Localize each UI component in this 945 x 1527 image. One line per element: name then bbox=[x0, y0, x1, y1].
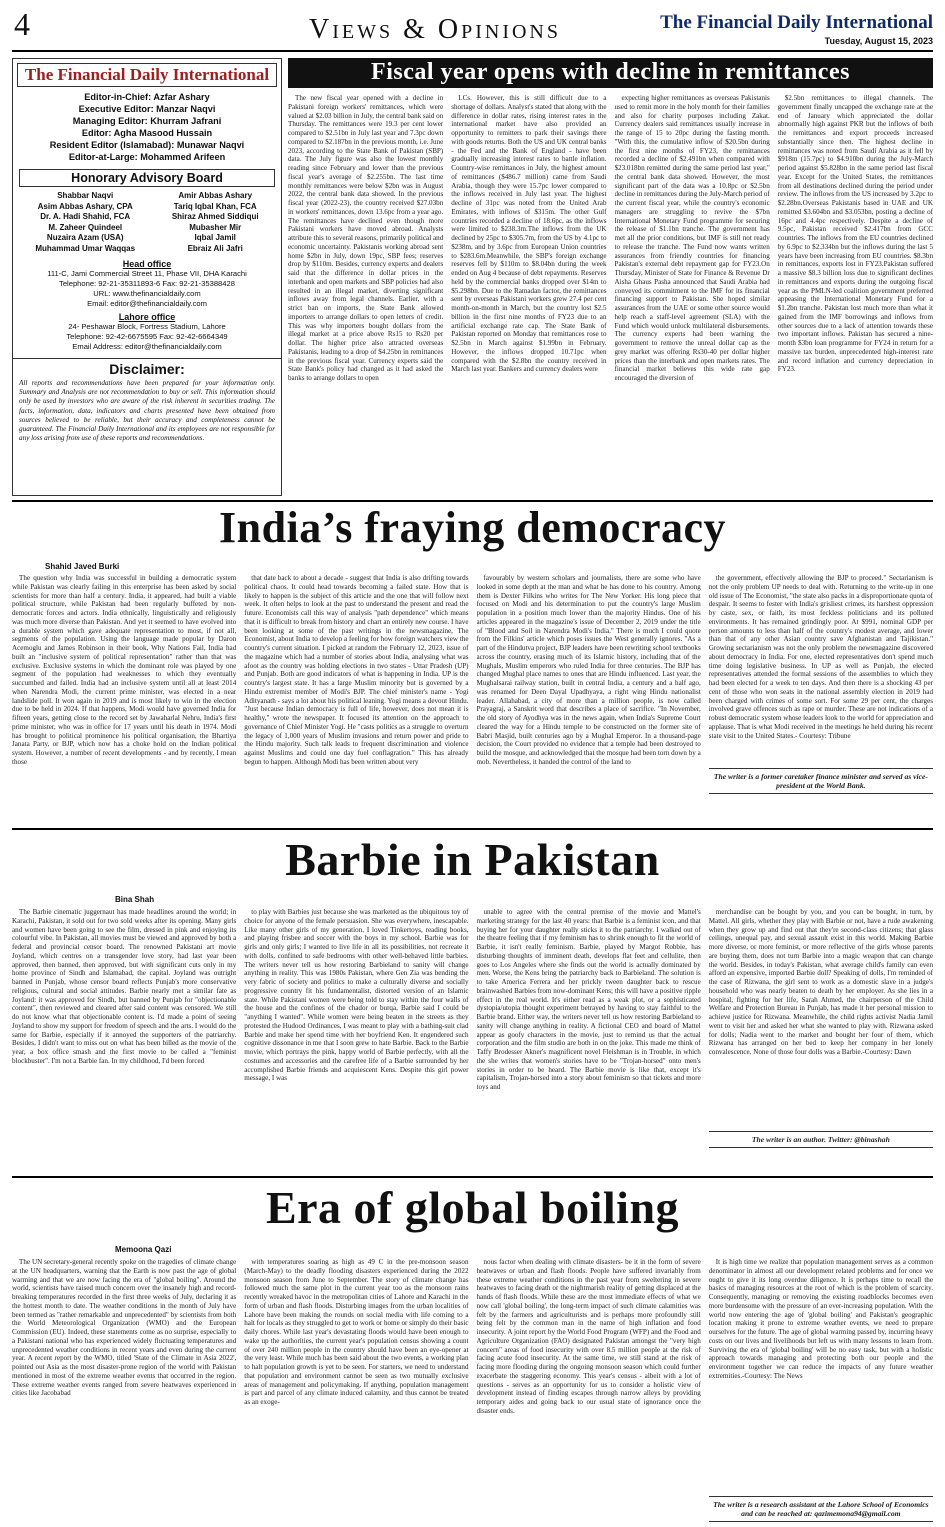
article-body bbox=[12, 1258, 933, 1522]
article-column bbox=[244, 1258, 468, 1522]
paper-name: The Financial Daily International bbox=[660, 12, 933, 33]
paragraph: The question why India was successful in building a democratic system while Pakistan was clearly failing in this enterprise has been asked by social scientists for more than half a century. India, it appeared, had built a viable political structure, while Pakistan had been regularly buffeted by non-democratic forces and actors. India ethnically, linguistically and religiously was much more diverse than Pakistan. And yet it seemed to have evolved into a durable system which gave adequate representation to most, if not all, segments of the population. Using the language made popular by Daron Acemoglu and James Robinson in their book, Why Nations Fail, India had built an "inclusive system of political representation" rather than that was exclusive. Exclusive systems in which the dominant role was played by one segment of the population had weaknesses to which they eventually succumbed and failed. India had an inclusive system until all at least 2014 when Narendra Modi, the current prime minister, was elected in a near landslide poll. It won again in 2019 and is most likely to win in the election due to be held in 2024. If that happens, Modi would have governed India for fifteen years, getting close to the record set by Jawaharlal Nehru, India's first prime minister, who was in office for 17 years until his death in 1974. Modi has brought to political prominence his political organisation, the Bhartiya Janata Party, or BJP, which now has a choke hold on the Indian political system. However, a number of recent developments - and by recently, I mean those bbox=[12, 574, 237, 766]
paragraph: LCs. However, this is still difficult due to a shortage of dollars. Analyst's stated that along with the difference in dollar rates, rising interest rates in the international market have also provided an opportunity to remitters to park their savings there with goods returns. Both the US and UK central banks - the Fed and the Bank of England - have been gradually increasing interest rates to battle inflation. Country-wise remittances in July, the highest amount of remittances ($486.7 million) came from Saudi Arabia, though they were 15.7pc lower compared to the inflows received in July last year. The highest decline of 31pc was noted from the United Arab Emirates, with inflows of $315m. The other Gulf countries recorded a decline of 18.6pc, as the inflows were limited to $238.3m.The inflows from the UK declined by 25pc to $305.7m, from the US by 4.1pc to $238m, and by 3.6pc from European Union countries to $283.6m.Meanwhile, the SBP's foreign exchange reserves fell by $110m to $8.04bn during the week ended on Aug 4 because of debt repayments. Reserves held by the commercial banks dropped over $14m to $5.298bn. Due to the Ramadan factor, the remittances sent by overseas Pakistani workers grew 27.4 per cent month-on-month in March, but the country lost $2.5 billion in the first nine months of FY23 due to an artificial exchange rate cap. The State Bank of Pakistan reported on Monday that remittances rose to $2.5bn in March against $1.99bn in February. However, the inflows dropped 10.71pc when compared with the $2.8bn the country received in March last year. Bankers and currency dealers were bbox=[451, 94, 607, 374]
board-member: Shiraz Ahmed Siddiqui bbox=[171, 212, 259, 221]
board-member: M. Zaheer Quindeel bbox=[48, 222, 123, 232]
issue-date: Tuesday, August 15, 2023 bbox=[824, 36, 933, 46]
paragraph: unable to agree with the central premise of the movie and Mattel's marketing strategy for the last 40 years: that Barbie is a feminist icon, and that buying her for your daughter really sticks it to the patriarchy. I walked out of the theatre feeling that if my feminism has to shrink enough to fit the world of Barbie, it isn't really feminism. Barbie, played by Margot Robbie, has disturbing thoughts of imminent death, develops flat feet and cellulite, then goes to Los Angeles where she finds out the world is actually dominated by men. Worse, the Kens bring the patriarchy back to Barbieland. The solution is to take America Ferrera and her prickly tween daughter back to rescue brainwashed Barbies from now-dominant Kens; this will have a positive ripple effect in the real world. It's either read as a weak plot, or a sophisticated dystopia/utopia thought experiment betrayed by having to stay faithful to the Barbie brand. Either way, the writers never tell us how restoring Barbieland to sanity will change anything in reality. A fictional CEO and board of Mattel appear as goofy characters in the movie, just to remind us that the actual corporation and the film studio are both in on the joke. This made me think of Taffy Brodesser Akner's magnificent novel Fleishman is in Trouble, in which the she writes that women's stories have to be "Trojan-horsed" onto men's stories in order to be heard. The Barbie movie is like that, except it's capitalism, Trojan-horsed into a story about feminism so that tickets and more toys and bbox=[476, 908, 701, 1091]
board-member: Dr. A. Hadi Shahid, FCA bbox=[40, 212, 131, 221]
article-column bbox=[244, 908, 468, 1148]
board-member: Asim Abbas Ashary, CPA bbox=[37, 201, 133, 211]
office-url[interactable]: URL: www.thefinancialdaily.com bbox=[93, 289, 201, 298]
office-email[interactable]: Email: editor@thefinancialdaily.com bbox=[87, 299, 207, 308]
office-line: Telephone: 92-21-35311893-6 Fax: 92-21-35388428 bbox=[59, 279, 235, 288]
editor-line: Editor-in-Chief: Azfar Ashary bbox=[84, 92, 210, 102]
paragraph: The new fiscal year opened with a decline in Pakistani foreign workers' remittances, which were valued at $2.03 billion in July, the central bank said on Thursday. The remittances were 19.3 per cent lower compared to $2.51bn in July last year and 7.3pc down compared to $2.187bn in the previous month, i.e. June 2023, according to the State Bank of Pakistan (SBP) data. The July figure was also the lowest monthly reading since February and lower than the previous fiscal year's average of $2.255bn. The last time monthly remittances were below $2bn was in August 2022, the central bank data showed. In the previous fiscal year (2022-23), the country received $27.03bn in workers' remittances, down 13.6pc from a year ago. The remittances have declined even though more Pakistani workers have moved abroad. Analysts attribute this to several reasons, primarily political and economic uncertainty. Pakistanis working abroad sent home $2bn in July, down 19pc, SBP fees; reserves drop by $110m. Besides, currency experts and dealers said that the difference in dollar prices in the interbank and open markets and SBP policies had also resulted in an illegal market, diverting significant inflows away from legal channels. Earlier, with a strict ban on imports, the State Bank allowed importers to arrange dollars to open letters of credit. This was why importers bought dollars from the illegal market at a price above Rs15 to Rs20 per dollar. The higher price also attracted overseas Pakistanis, leading to a drop of $4.25bn in remittances in the previous fiscal year. Currency experts said the State Bank's policy had changed as it had asked the banks to arrange dollars to open bbox=[288, 94, 444, 382]
author-note: The writer is an author. Twitter: @binashah bbox=[709, 1131, 933, 1148]
article-column bbox=[778, 94, 933, 496]
article-headline: Era of global boiling bbox=[265, 1182, 680, 1233]
lahore-office bbox=[19, 312, 275, 352]
paragraph: with temperatures soaring as high as 49 C in the pre-monsoon season (March-May) to the deadly flooding disasters experienced during the 2022 monsoon season from June to September. The story of climate change has followed much the same plot in the current year too as the monsoon rains recently wreaked havoc in the metropolitan cities of Lahore and Karachi in the form of urban and flash floods. Disturbing images from the urban localities of Lahore have been making the rounds on social media with life coming to a halt for locals as they struggled to get to work or home or simply do their basic daily chores. While last year's devastating floods would have been enough to wake up the authorities, the current year's population census showing a count of over 240 million people in the country should have been an eye-opener at the very least. While much has been said about the two events, a working plan to halt population growth is yet to be seen. For starters, we need to understand that population and environment cannot be seen as two mutually exclusive areas of management and policymaking. If anything, population management is part and parcel of any climate induced calamity, and thus cannot be treated as an exoge- bbox=[244, 1258, 469, 1406]
office-line: 24- Peshawar Block, Fortress Stadium, Lahore bbox=[68, 322, 226, 331]
board-member: Shabbar Naqvi bbox=[57, 191, 114, 200]
article-column bbox=[12, 574, 236, 794]
paragraph: favourably by western scholars and journalists, there are some who have looked in some depth at the man and what he has done to his country. Among them is Dexter Filkins who writes for The New Yorker. His long piece that focused on Modi and his determination to put the country's large Muslim population in a position much lower than the majority Hindus. One of his articles appeared in the magazine's issue of December 2, 2019 under the title of "Blood and Soil in Narendra Modi's India." There is much I could quote from the Filkins' article which poses issues the West generally ignores. "As a part of the Hindutva project, BJP leaders have been rewriting school textbooks across the country, erasing much of its Islamic history, including that of the Mughals, Muslim emperors who ruled India for three centuries. The BJP has changed Mughal place names to ones that are Hindu influenced. Last year, the Mughalsarai railway station, built in central India, a century and a half ago, was renamed for Deen Dayal Upadhyaya, a right wing Hindu nationalist leader. Allahabad, a city of more than a million people, is now called Prayagraj, a Sanskrit word that describes a place of sacrifice. "In November, the old story of Ayodhya was in the news again, when India's Supreme Court cleared the way for a Hindu temple to be constructed on the former site of Babri Masjid, built centuries ago by a Mughal Emperor. In a thousand-page decision, the Court provided no evidence that a temple had been destroyed to build the mosque, and acknowledged that the mosque had been torn down by a mob. Nevertheless, it handed the control of the land to bbox=[476, 574, 701, 766]
paragraph: nous factor when dealing with climate disasters- be it in the form of severe heatwaves or urban and flash floods. People have suffered invariably from these extreme weather conditions in the past year from sweltering in severe heatwaves to facing death or the nightmarish reality of getting displaced at the hands of flash floods. While these are the most immediate effects of what we now call 'global boiling', the long-term impact of such climate calamities was felt by the farmers and agriculturists and is perhaps more profoundly still being felt by the common man in the name of high inflation and food insecurity. A joint report by the World Food Program (WFP) and the Food and Agriculture Organization (FAO) designated Pakistan amongst the "very high concern" areas of food insecurity with over 8.5 million people at the risk of facing acute food insecurity. At the same time, we still stand at the risk of facing more flooding during the ongoing monsoon season which could further exacerbate the staggering economy. This year's census - albeit with a lot of questions - serves as an opportunity for us to consider a holistic view of development instead of finding escapes through narrow alleys by providing temporary aides and going back to our usual state of ignorance once the disaster ends. bbox=[476, 1258, 701, 1415]
article-column bbox=[477, 1258, 701, 1522]
section-title: Views & Opinions bbox=[309, 14, 561, 45]
editor-line: Resident Editor (Islamabad): Munawar Naqvi bbox=[49, 140, 245, 150]
byline: Shahid Javed Burki bbox=[45, 562, 120, 571]
article-column bbox=[477, 574, 701, 794]
page-number: 4 bbox=[14, 6, 30, 42]
disclaimer-title: Disclaimer: bbox=[13, 358, 281, 377]
head-office bbox=[19, 259, 275, 309]
article-column bbox=[615, 94, 770, 496]
article-column bbox=[709, 1258, 933, 1522]
section-divider bbox=[12, 828, 933, 830]
article-column bbox=[12, 1258, 236, 1522]
board-member: Muhammad Umar Waqqas bbox=[35, 243, 136, 253]
editors-list bbox=[13, 91, 281, 163]
article-column bbox=[288, 94, 443, 496]
masthead-box bbox=[12, 58, 282, 496]
article-headline: Barbie in Pakistan bbox=[285, 834, 660, 885]
paragraph: $2.5bn remittances to illegal channels. The government finally uncapped the exchange rate at the end of January which appreciated the dollar abnormally high against PKR but the inflows of both the remittances and export proceeds increased substantially since then. The highest decline in remittances was noted from Saudi Arabia as it fell by $918m (15.7pc) to $4.910bn during the July-March period against $5.828bn in the same period last fiscal year. Except for the United States, the remittances from all destinations declined during the period under review. The inflows from the US increased by 3.2pc to $2.28bn.Overseas Pakistanis based in UAE and UK remitted $3.604bn and $3.053bn, posting a decline of 16pc and 4.4pc respectively. Despite a decline of 9.5pc, Pakistan received $2.417bn from GCC countries. The inflows from the EU countries declined by 6.9pc to $2.334bn but the inflows during the last 5 years have been increasing from EU countries. $8.3bn in remittances, exports lost in FY23.Pakistan suffered a massive $8.3 billion loss due to significant declines in remittances and exports during the outgoing fiscal year as the PMLN-led coalition government preferred appeasing the International Monetary Fund for a $1.2bn tranche. Pakistan lost much more than what it gained from the IMF borrowings and inflows from other sources due to a lack of attention towards these two important inflows. Pakistan has secured a nine-month $3bn loan programme for FY24 in return for a massive tax burden, unprecedented high-interest rate and record inflation and currency depreciation in FY23. bbox=[777, 94, 933, 374]
paragraph: expecting higher remittances as overseas Pakistanis used to remit more in the holy month for their families and also for charity purposes including Zakat. Currency dealers said remittances usually increase in the range of 15 to 20pc during the fasting month. "With this, the cumulative inflow of $20.5bn during the first nine months of FY23, the remittances recorded a decline of $2.491bn when compared with $23.018bn remitted during the same period last year," the central bank data showed. However, the most significant part of the data was a 10.8pc or $2.5bn decline in remittances during the July-March period of the current fiscal year, while the country's economic managers are struggling to revive the $7bn International Monetary Fund programme for securing the release of $1.1bn tranche. The government has met all the prior conditions, but IMF is still not ready to release the tranche. The Fund now wants written assurances from friendly countries for financing Pakistan's external debt repayment gap for FY23.On Thursday, Minister of State for Finance & Revenue Dr Aisha Ghaus Pasha announced that Saudi Arabia had conveyed its commitment to the IMF for its financial financing support to Pakistan. She hoped similar assurances from the UAE or some other source would help reach a staff-level agreement (SLA) with the Fund which would unlock multilateral disbursements. The currency experts had been warning the government to remove the unreal dollar cap as the grey market was offering Rs30-40 per dollar higher prices than the interbank and open markets rates. The financial market believes this wide rate gap encouraged the diversion of bbox=[614, 94, 770, 382]
article-headline: Fiscal year opens with decline in remittances bbox=[288, 58, 933, 88]
masthead-title: The Financial Daily International bbox=[17, 63, 277, 87]
advisory-column-right bbox=[172, 191, 259, 254]
paragraph: The Barbie cinematic juggernaut has made headlines around the world; in Karachi, Pakistan, it sold out for two sold weeks after its opening. Many girls and women have been going to see the film, dressed in pink and enjoying its colourful vibe. In Pakistan, all movies must be viewed and approved by both a federal and provincial censor board. The renowned Pakistani art movie Joyland, which centres on a transgender love story, had last year been approved, then banned, then approved, but with significant cuts only in my home province of Sindh and Islamabad, the capital. Joyland was outright banned in Punjab, whose censor board reflects Punjab's more conservative religious, cultural and social attitudes. Barbie nearly met a similar fate as Joyland: it was approved for Sindh, but banned by Punjab for "objectionable content", then reviewed and cleared after said content was censored. We still do not know what that objectionable content is. I'd made a point of seeing Joyland to show my support for freedom of speech and the arts. I would do the same for Barbie, especially if it annoyed the supporters of the patriarchy. Besides, I didn't want to miss out on what has been billed as the movie of the year, a box office smash and the first movie to be called a "feminist blockbuster". I'm not a Barbie fan. In my childhood, I'd been forced bbox=[12, 908, 237, 1065]
editor-line: Managing Editor: Khurram Jafrani bbox=[72, 116, 222, 126]
paragraph: the government, effectively allowing the BJP to proceed." Sectarianism is not the only problem UP needs to deal with. Returning to the write-up in one old issue of The Economist, "the state also packs in a disproportionate quota of despair. It seems to fester with India's grisliest crimes, its harshest oppression by caste, sex, or faith, its most feckless politicians and its polluted environments. It has remained grindingly poor. At $991, nominal GDP per person amounts to less than half of the country's modest average, and lower than that of any other Asian country save Afghanistan and Tajikistan." Growing sectarianism was not the only problem the newsmagazine discovered about democracy in India. For one, elected representatives don't spend much time doing legislative business. In UP as well as Punjab, the elected representatives attended the formal sessions of the assemblies to which they had been elected for a week to ten days. And then there is a shocking 43 per cent of those who won seats in the national assembly election in 2019 had been charged with crimes of some sort. For some 29 per cent, the charges involved grave offences such as rape or murder. These are not indications of a robust democratic system whose leaders look to the world for appreciation and applause. That is what Modi received in the meetings he held during his recent state visit to the United States.- Courtesy: Tribune bbox=[708, 574, 933, 740]
paragraph: merchandise can be bought by you, and you can be bought, in turn, by Mattel. All girls, whether they play with Barbie or not, have a rude awakening when they grow up and find out that they're second-class citizens; that glass ceilings, unequal pay, and sexual assault exist in this world. Making Barbie more diverse, or more feminist, or more reflective of the girls whose parents are buying them, does not turn Barbie into a magic weapon that can change the world. Besides, in today's Pakistan, what average child's family can even afford an expensive, imported Barbie doll? Speaking of dolls, I'm reminded of the case of Rizwana, the girl sent to work as a domestic slave in a judge's household who was nearly beaten to death by her employer. As she lies in a hospital, fighting for her life, Sarah Ahmed, the chairperson of the Child Welfare and Protection Bureau in Punjab, has made it her personal mission to achieve justice for Rizwana. Meanwhile, the child rights activist Nadia Jamil went to visit her and asked her what she wanted to play with. Rizwana asked for dolls; Nadia went to the market and bought her four of them, which Rizwana has arranged on her bed to keep her company in her lonely convalescence. None of those four dolls was a Barbie.-Courtesy: Dawn bbox=[708, 908, 933, 1056]
advisory-board-title: Honorary Advisory Board bbox=[19, 169, 275, 187]
article-column bbox=[709, 574, 933, 794]
editor-line: Editor: Agha Masood Hussain bbox=[81, 128, 213, 138]
editor-line: Executive Editor: Manzar Naqvi bbox=[78, 104, 216, 114]
article-headline: India’s fraying democracy bbox=[218, 503, 727, 552]
author-note: The writer is a research assistant at the Lahore School of Economics and can be reached at: qazimemona94@gmail.com bbox=[709, 1496, 933, 1522]
article-column bbox=[244, 574, 468, 794]
board-member: Mubasher Mir bbox=[189, 222, 242, 232]
advisory-column-left bbox=[35, 191, 135, 254]
paragraph: The UN secretary-general recently spoke on the tragedies of climate change at the UN headquarters, warning that the Earth is now past the age of global warming and that we are now facing the era of "global boiling". Around the world, scientists have raised much concern over the insanely high and record-breaking temperatures recorded in the first three weeks of July, declaring it as the hottest month to date. The weather conditions in the month of July have been termed as "rather remarkable and unprecedented" by scientists from both the World Meteorological Organization (WMO) and the European Commission (EU). Indeed, these statements come as no surprise, especially to a Pakistani national who has experienced widely fluctuating temperatures and unprecedented weather conditions in recent years and even during the current year. A recent report by the WMO, titled 'State of the Climate in Asia 2022', pointed out Asia as the most disaster-prone region of the world with Pakistan mentioned in most of the extreme weather events that occurred in the region. These extreme weather events ranged from severe heatwaves experienced in cities like Jacobabad bbox=[12, 1258, 237, 1398]
article-column bbox=[477, 908, 701, 1148]
lahore-office-title: Lahore office bbox=[118, 312, 176, 322]
board-member: Tariq Iqbal Khan, FCA bbox=[173, 201, 257, 211]
board-member: Iqbal Jamil bbox=[194, 233, 236, 242]
editor-line: Editor-at-Large: Mohammed Arifeen bbox=[68, 152, 226, 162]
paragraph: It is high time we realize that population management serves as a common denominator in almost all our development related problems and for once we ought to give it its long overdue diligence. It is perhaps time to recall the basics of managing resources at the root of which is the problem of scarcity. Consequently, managing or removing the existing roadblocks becomes even more burdensome with the pressure of an ever-increasing population. With the world now entering the age of 'global boiling' and Pakistan's geographic location making it prone to extreme weather events, we need to prepare ourselves for the future. The age of global warming passed by, incurring heavy costs on our lives and livelihoods but left us with many lessons to learn from. Surviving the era of 'global boiling' will be no easy task, but with a holistic approach towards managing and protecting both our people and the environment together we can reduce the impacts of any future weather extremities.-Courtesy: The News bbox=[708, 1258, 933, 1380]
paragraph: to play with Barbies just because she was marketed as the ubiquitous toy of choice for anyone of the female persuasion. She was everywhere, inescapable. Like many other girls of my generation, I loved Tinkertoys, reading books, and playing frisbee and soccer with the boys in my school. Barbie was for girls and only girls; I wanted to live life in all its possibilities, not recreate it with dolls, confined to safe bedrooms with other well-behaved little barbies. The writers never tell us how restoring Barbieland to sanity will change anything in reality. This was 1980s Pakistan, where Gen Zia was bending the very fabric of society and politics to make a culturally diverse and socially progressive country fit his fundamentalist, distorted version of an Islamic state. While Pakistani women were being told to stay within the four walls of the house and the confines of the chador or burqa, Barbie said I could be "anything I wanted". While women were being beaten in the streets as they protested the Hudood Ordinances, I was meant to play with a bathing-suit clad Barbie and make her spend time with her boyfriend Ken. It engendered such cognitive dissonance in me that I soon grew to hate Barbie. Back to the Barbie movie, which portrays the pink, happy world of Barbie perfectly, with all the costumes and accessories and the carefree life of a Barbie surrounded by her accomplished Barbie friends and acquiescent Kens. Despite this girl power message, I was bbox=[244, 908, 469, 1083]
office-line: Telephone: 92-42-6675595 Fax: 92-42-6664349 bbox=[66, 332, 228, 341]
office-line: 111-C, Jami Commercial Street 11, Phase VII, DHA Karachi bbox=[47, 269, 247, 278]
head-office-title: Head office bbox=[122, 259, 172, 269]
disclaimer-text: All reports and recommendations have been prepared for your information only. Summary and Analysis are not recommendation to buy or sell. This information should only be used by investors who are aware of the risk inherent in securities trading. The facts, information, data, indicators and charts presented have been obtained from sources believed to be reliable, but their accuracy and completeness cannot be guaranteed. The Financial Daily International and its employees are not responsible for any loss arising from use of these reports and recommendations. bbox=[19, 379, 275, 443]
article-column bbox=[451, 94, 606, 496]
board-member: Amir Abbas Ashary bbox=[178, 191, 253, 200]
section-divider bbox=[12, 1176, 933, 1178]
office-email[interactable]: Email Address: editor@thefinancialdaily.com bbox=[72, 342, 222, 351]
advisory-board bbox=[13, 189, 281, 256]
section-divider bbox=[12, 500, 933, 502]
board-member: Nuzaira Azam (USA) bbox=[46, 233, 124, 242]
article-body bbox=[12, 574, 933, 794]
paragraph: that date back to about a decade - suggest that India is also drifting towards political chaos. It could head towards becoming a failed state. How that is likely to happen is the subject of this article and the one that will follow next week. It often helps to look at the past to understand the present and read the future. Economists call this way of analysis "path dependence" which means that it is difficult to break from history and chart an entirely new course. I have been looking at some of the past writings in the newsmagazine, The Economist, about India to develop a feeling for how foreign watchers view the country's current situation. I picked at random the February 12, 2023, issue of the magazine which had a number of stories about India, analysing what was afoot as the country was holding elections in two states - Uttar Pradesh (UP) and Punjab. Both are good indicators of what is happening in India. UP is the country's largest state. It has a large Muslim minority but is governed by a Hindu extremist member of Modi's BJP. The chief minister's name - Yogi Adityanath - says a lot about his political leaning. Yogi means a devout Hindu. "Just because Indian democracy is full of life, however, does not mean it is healthy," wrote the newspaper. It focused its attention on the approach to governance of Chief Minister Yogi. He "casts politics as a struggle to overturn the legacy of 1,000 years of Muslim invasions and return power and pride to the Hindu majority. Such talk leads to frequent discrimination and violence against Muslims and could one day fuel conflagration." This has already begun to happen. Although Modi has been written about very bbox=[244, 574, 469, 766]
board-member: Ebraiz Ali Jafri bbox=[187, 243, 243, 253]
article-body bbox=[288, 94, 933, 496]
byline: Memoona Qazi bbox=[115, 1245, 172, 1254]
article-column bbox=[12, 908, 236, 1148]
header-rule bbox=[12, 50, 933, 52]
author-note: The writer is a former caretaker finance minister and served as vice-president at the World Bank. bbox=[709, 768, 933, 794]
article-body bbox=[12, 908, 933, 1148]
article-column bbox=[709, 908, 933, 1148]
byline: Bina Shah bbox=[115, 895, 155, 904]
